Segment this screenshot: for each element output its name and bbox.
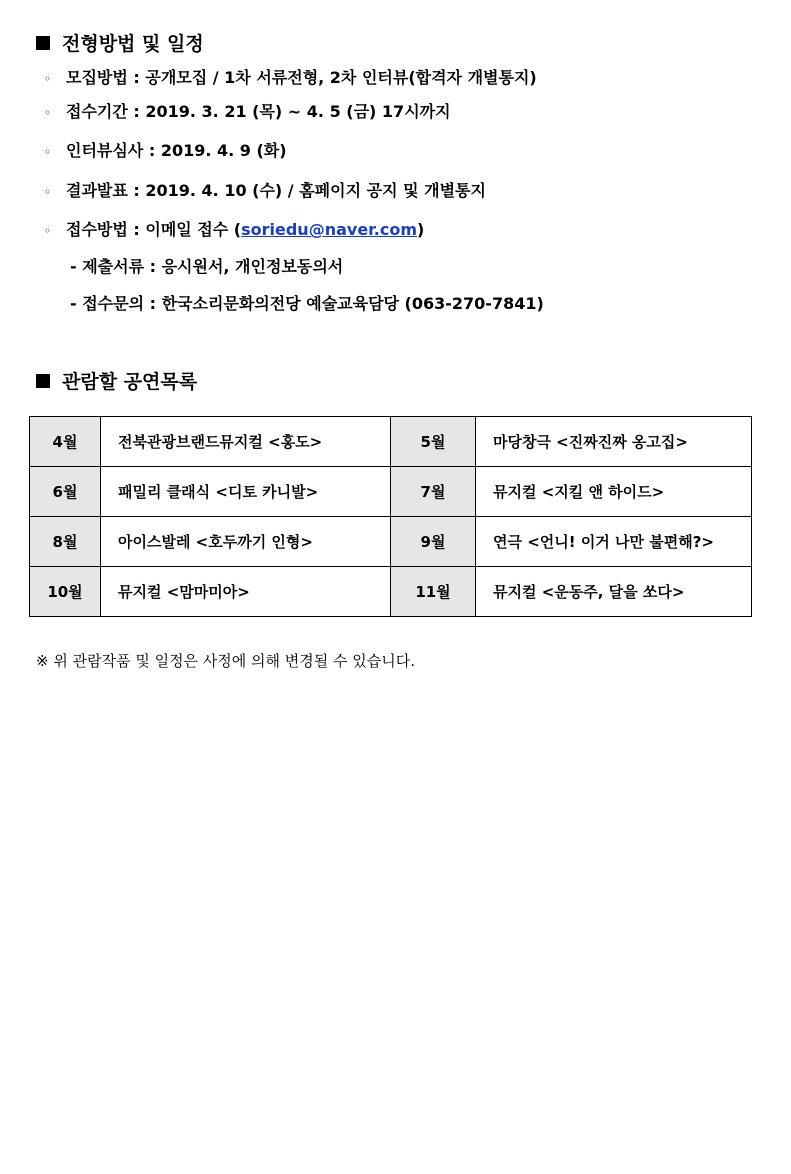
list-item-text: 접수기간 : 2019. 3. 21 (목) ~ 4. 5 (금) 17시까지 xyxy=(66,102,451,121)
section-title: 관람할 공연목록 xyxy=(62,371,198,393)
table-row xyxy=(30,567,752,617)
performance-title-cell: 뮤지컬 <지킬 앤 하이드> xyxy=(476,467,752,517)
black-square-icon xyxy=(36,374,50,388)
table-row xyxy=(30,467,752,517)
application-method-suffix: ) xyxy=(417,220,425,239)
sub-item-documents: - 제출서류 : 응시원서, 개인정보동의서 xyxy=(70,257,344,276)
email-link[interactable]: soriedu@naver.com xyxy=(241,220,417,239)
month-cell: 4월 xyxy=(30,417,101,467)
list-item-application-period xyxy=(44,99,451,122)
performance-title-cell: 연극 <언니! 이거 나만 불편해?> xyxy=(476,517,752,567)
month-cell: 10월 xyxy=(30,567,101,617)
section-heading-schedule xyxy=(36,29,204,56)
list-item-application-method xyxy=(44,217,424,240)
circle-bullet-icon: ◦ xyxy=(44,224,52,238)
month-cell: 5월 xyxy=(391,417,476,467)
black-square-icon xyxy=(36,36,50,50)
list-item-text: 결과발표 : 2019. 4. 10 (수) / 홈페이지 공지 및 개별통지 xyxy=(66,181,486,200)
performance-title-cell: 뮤지컬 <운동주, 달을 쏘다> xyxy=(476,567,752,617)
circle-bullet-icon: ◦ xyxy=(44,185,52,199)
performance-title-cell: 뮤지컬 <맘마미아> xyxy=(101,567,391,617)
month-cell: 7월 xyxy=(391,467,476,517)
performance-title-cell: 전북관광브랜드뮤지컬 <홍도> xyxy=(101,417,391,467)
month-cell: 9월 xyxy=(391,517,476,567)
table-row xyxy=(30,417,752,467)
performance-title-cell: 패밀리 클래식 <디토 카니발> xyxy=(101,467,391,517)
application-method-prefix: 접수방법 : 이메일 접수 ( xyxy=(66,220,242,239)
list-item-interview xyxy=(44,138,287,161)
performance-table xyxy=(29,416,752,617)
performance-title-cell: 마당창극 <진짜진짜 옹고집> xyxy=(476,417,752,467)
list-item-results xyxy=(44,178,486,201)
circle-bullet-icon: ◦ xyxy=(44,145,52,159)
footnote: ※ 위 관람작품 및 일정은 사정에 의해 변경될 수 있습니다. xyxy=(36,652,416,670)
sub-item-inquiry: - 접수문의 : 한국소리문화의전당 예술교육담당 (063-270-7841) xyxy=(70,294,544,313)
section-title: 전형방법 및 일정 xyxy=(62,33,204,55)
table-row xyxy=(30,517,752,567)
list-item-text: 모집방법 : 공개모집 / 1차 서류전형, 2차 인터뷰(합격자 개별통지) xyxy=(66,68,537,87)
month-cell: 11월 xyxy=(391,567,476,617)
section-heading-performances xyxy=(36,367,197,394)
month-cell: 6월 xyxy=(30,467,101,517)
month-cell: 8월 xyxy=(30,517,101,567)
circle-bullet-icon: ◦ xyxy=(44,72,52,86)
list-item-recruit-method xyxy=(44,65,537,88)
list-item-text: 인터뷰심사 : 2019. 4. 9 (화) xyxy=(66,141,287,160)
performance-title-cell: 아이스발레 <호두까기 인형> xyxy=(101,517,391,567)
circle-bullet-icon: ◦ xyxy=(44,106,52,120)
